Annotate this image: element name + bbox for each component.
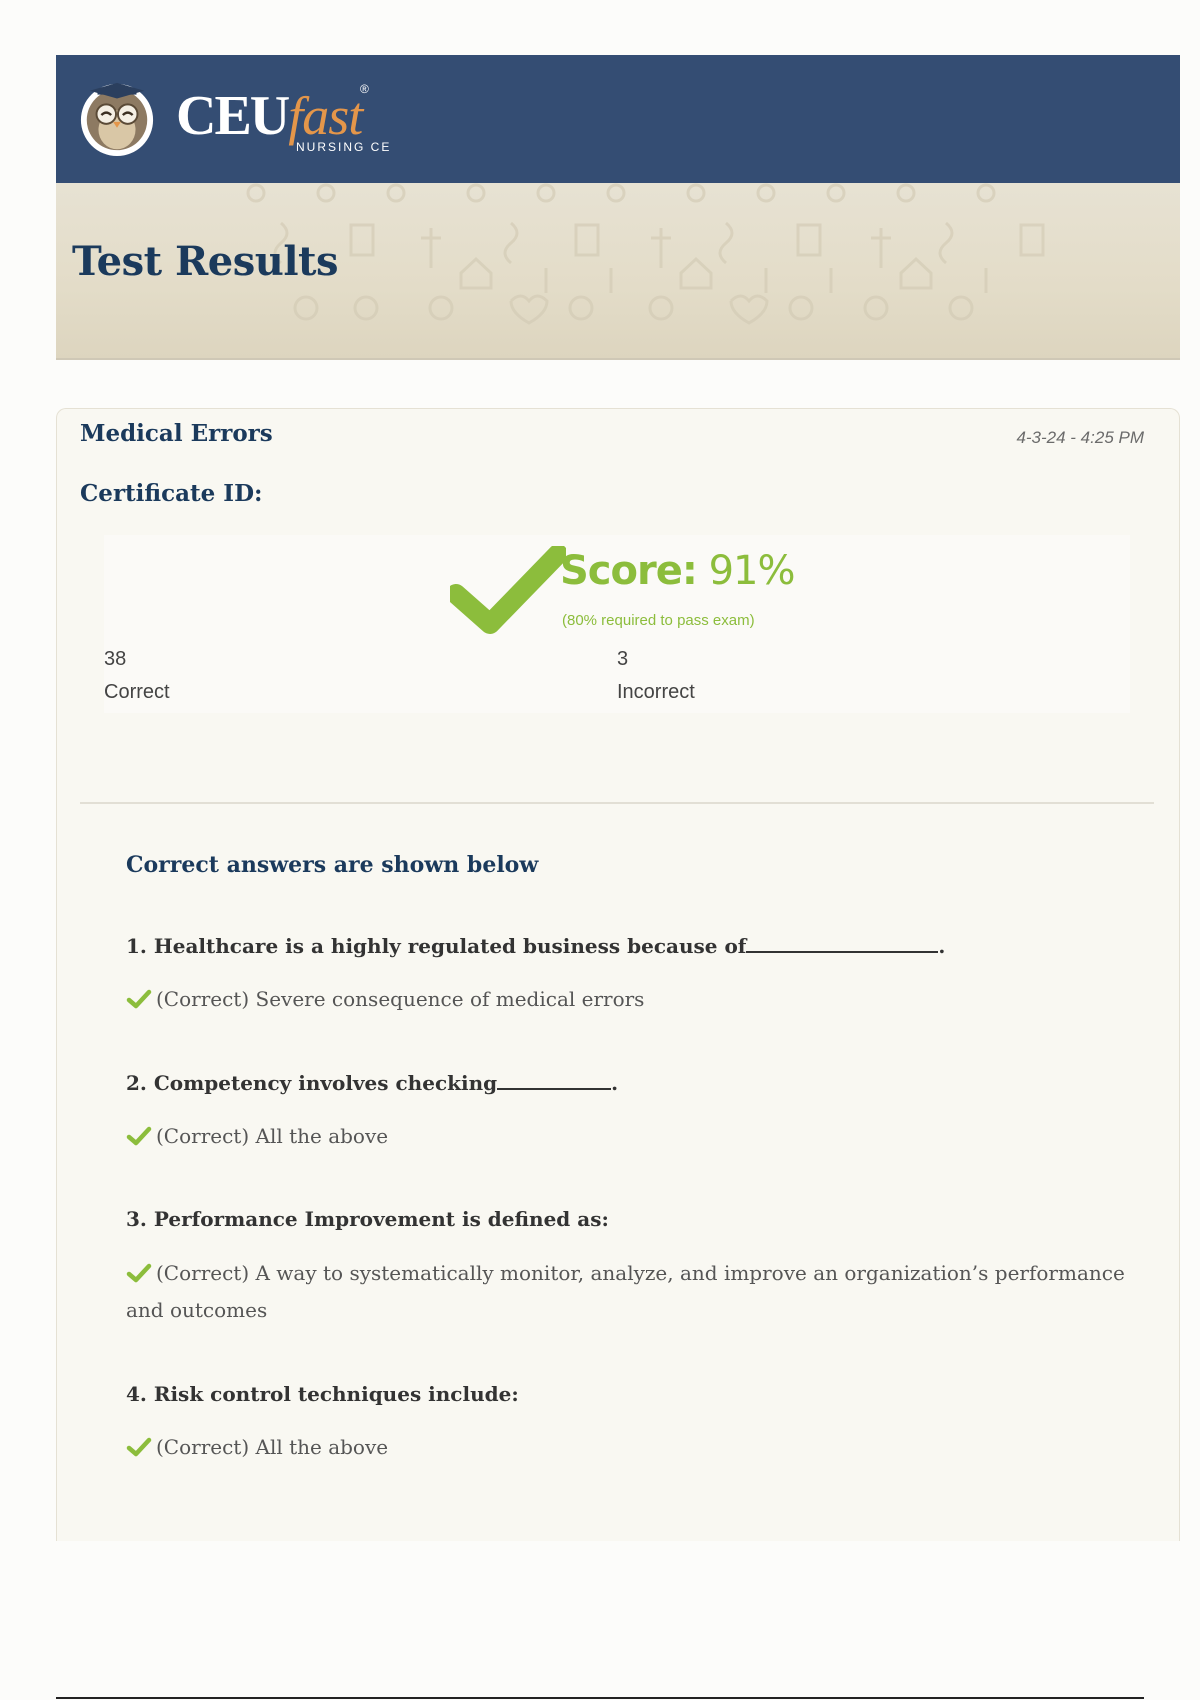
check-icon: [126, 1126, 152, 1146]
check-icon: [126, 1263, 152, 1283]
answer-text: (Correct) Severe consequence of medical errors: [156, 987, 645, 1011]
pass-requirement: (80% required to pass exam): [562, 612, 755, 629]
score-label: Score:: [560, 548, 697, 594]
question-1: [126, 934, 945, 958]
course-title: Medical Errors: [80, 420, 273, 447]
brand-main: CEU: [176, 85, 289, 147]
answer-2: [126, 1118, 1126, 1155]
score-display: [560, 548, 794, 594]
answer-1: [126, 981, 1126, 1018]
brand-accent: fast: [288, 86, 363, 146]
question-4: [126, 1382, 519, 1406]
correct-label: Correct: [104, 681, 170, 703]
brand-subtitle: NURSING CE: [296, 140, 392, 154]
score-value: 91%: [708, 548, 795, 594]
question-2: [126, 1071, 618, 1095]
check-icon: [126, 989, 152, 1009]
question-text: 3. Performance Improvement is defined as:: [126, 1207, 609, 1231]
owl-logo-icon[interactable]: [78, 78, 156, 158]
question-text: 4. Risk control techniques include:: [126, 1382, 519, 1406]
registered-mark: ®: [360, 82, 369, 96]
test-timestamp: 4-3-24 - 4:25 PM: [1016, 428, 1144, 447]
question-suffix: .: [938, 934, 946, 958]
brand-logo[interactable]: [176, 82, 392, 154]
answer-blank: [746, 950, 938, 953]
answer-blank: [497, 1087, 611, 1090]
incorrect-count: 3: [617, 648, 629, 670]
footer-rule: [56, 1697, 1144, 1699]
answers-heading: Correct answers are shown below: [126, 852, 539, 878]
check-icon: [126, 1437, 152, 1457]
answer-3: [126, 1255, 1126, 1329]
answer-text: (Correct) All the above: [156, 1124, 389, 1148]
page-title: Test Results: [72, 238, 339, 285]
incorrect-label: Incorrect: [617, 681, 695, 703]
big-checkmark-icon: [450, 546, 566, 636]
correct-count: 38: [104, 648, 127, 670]
question-text: 2. Competency involves checking: [126, 1071, 498, 1095]
certificate-id-label: Certificate ID:: [80, 480, 263, 507]
answer-text: (Correct) All the above: [156, 1435, 389, 1459]
answer-4: [126, 1429, 1126, 1466]
answer-text: (Correct) A way to systematically monitor, analyze, and improve an organization’s performance and outcomes: [126, 1261, 1125, 1322]
question-text: 1. Healthcare is a highly regulated business because of: [126, 934, 747, 958]
section-divider: [80, 802, 1154, 804]
question-3: [126, 1207, 609, 1231]
question-suffix: .: [611, 1071, 619, 1095]
